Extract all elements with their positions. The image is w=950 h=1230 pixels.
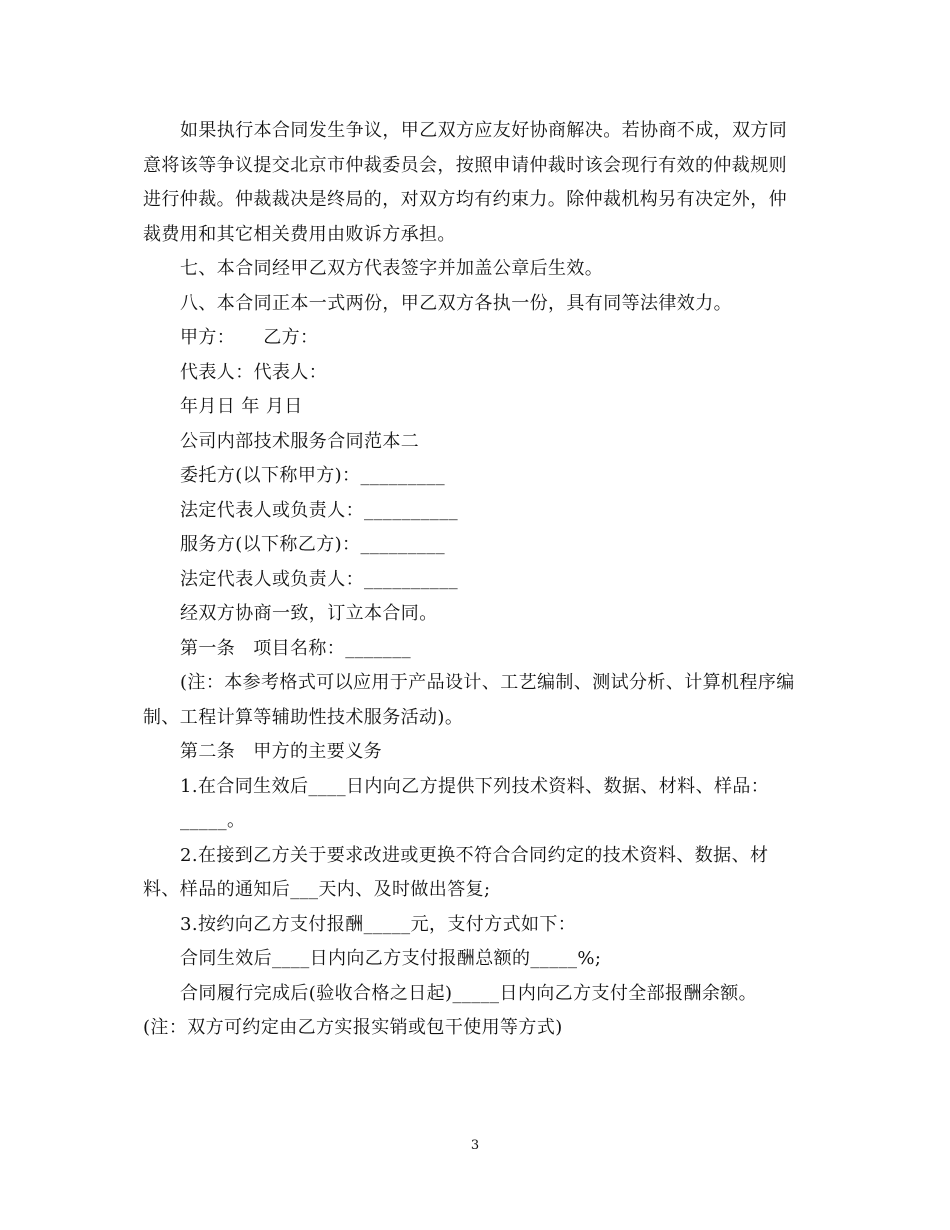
- text-line: 料、样品的通知后___天内、及时做出答复;: [143, 879, 491, 900]
- payment-term-two: 合同履行完成后(验收合格之日起)_____日内向乙方支付全部报酬余额。: [180, 982, 758, 1004]
- item-three: 3.按约向乙方支付报酬_____元，支付方式如下：: [180, 913, 577, 935]
- article-one-text: 项目名称：_______: [253, 637, 412, 659]
- clause-seven: 七、本合同经甲乙双方代表签字并加盖公章后生效。: [180, 258, 604, 279]
- dispute-clause-paragraph: [143, 114, 808, 252]
- text-line: 进行仲裁。仲裁裁决是终局的，对双方均有约束力。除仲裁机构另有决定外，仲: [143, 189, 787, 210]
- party-b-label: 乙方：: [263, 327, 319, 348]
- client-representative-field: 法定代表人或负责人：__________: [180, 499, 458, 521]
- payment-term-one: 合同生效后____日内向乙方支付报酬总额的_____%;: [180, 948, 602, 969]
- text-line: _____。: [180, 810, 246, 831]
- provider-field: 服务方(以下称乙方)：_________: [180, 534, 446, 555]
- signature-parties: [143, 321, 808, 356]
- agreement-statement: 经双方协商一致，订立本合同。: [180, 603, 438, 624]
- signature-dates: 年月日 年 月日: [180, 396, 303, 417]
- provider-representative-field: 法定代表人或负责人：__________: [180, 568, 458, 590]
- client-field: 委托方(以下称甲方)：_________: [180, 465, 446, 486]
- item-two-paragraph: [143, 839, 808, 908]
- item-one-paragraph: [143, 770, 808, 839]
- note-two: (注：双方可约定由乙方实报实销或包干使用等方式): [143, 1017, 563, 1038]
- signature-representatives: 代表人：代表人：: [180, 361, 328, 383]
- article-two: [143, 735, 808, 770]
- article-one: [143, 632, 808, 667]
- clause-eight: 八、本合同正本一式两份，甲乙双方各执一份，具有同等法律效力。: [180, 292, 732, 314]
- note-one-paragraph: [143, 666, 808, 735]
- contract-heading: 公司内部技术服务合同范本二: [180, 430, 420, 452]
- text-line: (注：本参考格式可以应用于产品设计、工艺编制、测试分析、计算机程序编: [180, 672, 795, 693]
- text-line: 裁费用和其它相关费用由败诉方承担。: [143, 223, 456, 245]
- document-body: [143, 114, 808, 1046]
- text-line: 如果执行本合同发生争议，甲乙双方应友好协商解决。若协商不成，双方同: [180, 120, 788, 141]
- text-line: 制、工程计算等辅助性技术服务活动)。: [143, 706, 464, 728]
- article-two-label: 第二条: [180, 741, 236, 762]
- text-line: 2.在接到乙方关于要求改进或更换不符合合同约定的技术资料、数据、材: [180, 844, 769, 866]
- text-line: 意将该等争议提交北京市仲裁委员会，按照申请仲裁时该会现行有效的仲裁规则: [143, 154, 787, 176]
- page-number: 3: [470, 1138, 480, 1153]
- article-two-text: 甲方的主要义务: [253, 741, 383, 762]
- article-one-label: 第一条: [180, 637, 236, 659]
- text-line: 1.在合同生效后____日内向乙方提供下列技术资料、数据、材料、样品：: [180, 775, 770, 797]
- party-a-label: 甲方：: [180, 327, 236, 348]
